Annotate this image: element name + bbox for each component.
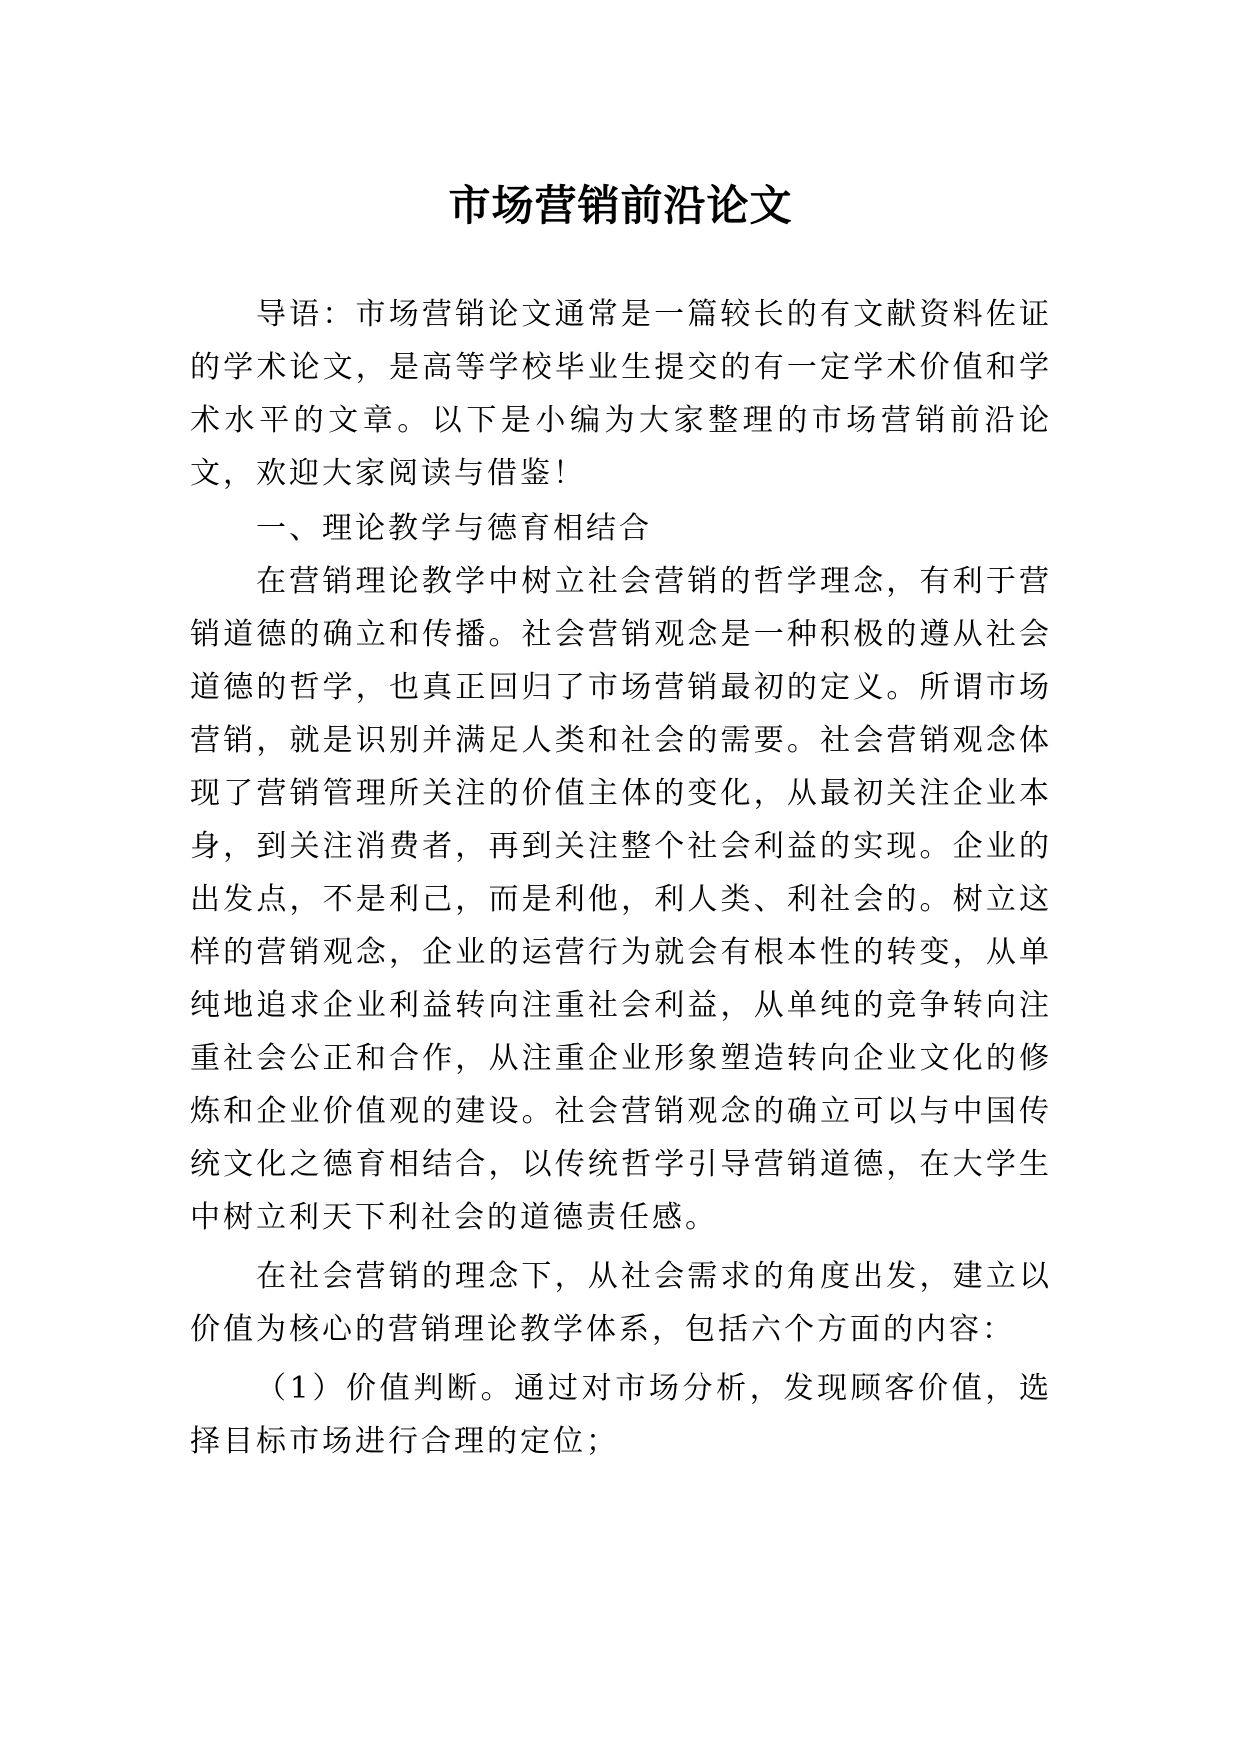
intro-paragraph: 导语：市场营销论文通常是一篇较长的有文献资料佐证的学术论文，是高等学校毕业生提交的有一定学术价值和学术水平的文章。以下是小编为大家整理的市场营销前沿论文，欢迎大家阅读与借鉴！ [190, 297, 1052, 491]
document-title: 市场营销前沿论文 [448, 181, 793, 231]
body-paragraph: 在社会营销的理念下，从社会需求的角度出发，建立以价值为核心的营销理论教学体系，包括六个方面的内容： [190, 1259, 1052, 1347]
body-paragraph: 在营销理论教学中树立社会营销的哲学理念，有利于营销道德的确立和传播。社会营销观念是一种积极的遵从社会道德的哲学，也真正回归了市场营销最初的定义。所谓市场营销，就是识别并满足人类和社会的需要。社会营销观念体现了营销管理所关注的价值主体的变化，从最初关注企业本身，到关注消费者，再到关注整个社会利益的实现。企业的出发点，不是利己，而是利他，利人类、利社会的。树立这样的营销观念，企业的运营行为就会有根本性的转变，从单纯地追求企业利益转向注重社会利益，从单纯的竞争转向注重社会公正和合作，从注重企业形象塑造转向企业文化的修炼和企业价值观的建设。社会营销观念的确立可以与中国传统文化之德育相结合，以传统哲学引导营销道德，在大学生中树立利天下利社会的道德责任感。 [190, 564, 1052, 1235]
list-item: （1）价值判断。通过对市场分析，发现顾客价值，选择目标市场进行合理的定位； [190, 1371, 1052, 1459]
document-body [190, 288, 1052, 1468]
section-heading: 一、理论教学与德育相结合 [256, 511, 652, 546]
